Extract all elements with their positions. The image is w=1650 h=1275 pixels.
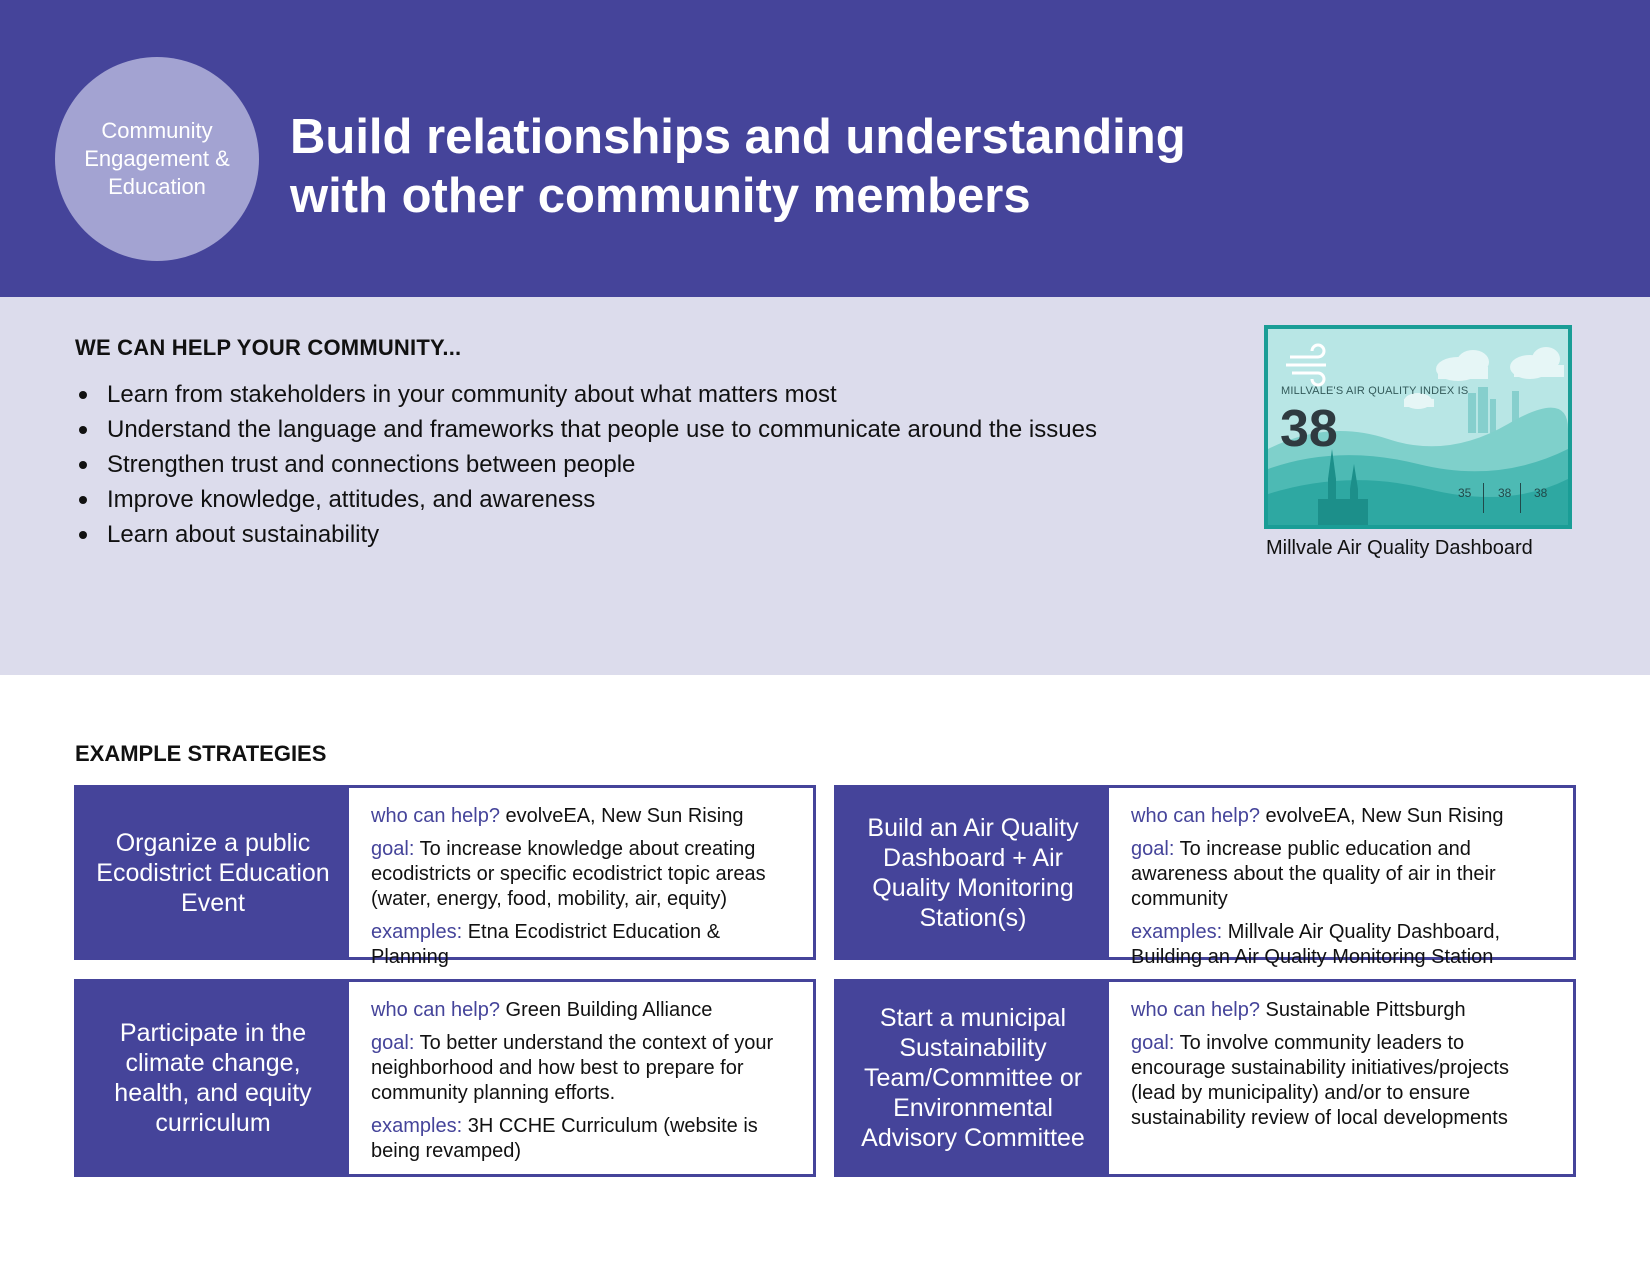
- goal-label: goal:: [1131, 1032, 1175, 1054]
- examples-label: examples:: [371, 921, 463, 943]
- strategies-heading: EXAMPLE STRATEGIES: [75, 741, 327, 766]
- who-can-help: [1131, 804, 1557, 829]
- bullet-icon: [79, 426, 87, 434]
- list-item: [75, 482, 1097, 517]
- examples: [1131, 920, 1557, 970]
- who-can-help: [1131, 998, 1557, 1023]
- list-item-text: Strengthen trust and connections between people: [107, 451, 636, 478]
- goal-label: goal:: [371, 1032, 415, 1054]
- bullet-icon: [79, 496, 87, 504]
- bullet-icon: [79, 461, 87, 469]
- list-item: [75, 412, 1097, 447]
- aqi-small-value: 38: [1534, 486, 1548, 500]
- who-label: who can help?: [371, 805, 500, 827]
- who-label: who can help?: [1131, 999, 1260, 1021]
- goal-label: goal:: [1131, 838, 1175, 860]
- divider: [1520, 483, 1521, 513]
- header-banner: [0, 0, 1650, 297]
- who-value: evolveEA, New Sun Rising: [505, 805, 744, 827]
- examples-label: examples:: [1131, 921, 1223, 943]
- goal: [371, 837, 797, 912]
- strategy-details: [349, 788, 813, 968]
- strategy-card: [74, 979, 816, 1177]
- who-can-help: [371, 804, 797, 829]
- aqi-label: MILLVALE'S AIR QUALITY INDEX IS: [1281, 385, 1469, 397]
- examples: [371, 1114, 797, 1164]
- goal-label: goal:: [371, 838, 415, 860]
- goal: [371, 1031, 797, 1106]
- list-item-text: Learn from stakeholders in your community about what matters most: [107, 381, 837, 408]
- category-badge: [55, 57, 259, 261]
- examples-value: 3H CCHE Curriculum (website is being revamped): [371, 1115, 758, 1162]
- air-quality-dashboard-image: [1264, 325, 1572, 529]
- list-item-text: Learn about sustainability: [107, 521, 380, 548]
- goal: [1131, 837, 1557, 912]
- who-label: who can help?: [1131, 805, 1260, 827]
- category-badge-label: Community Engagement & Education: [84, 118, 230, 199]
- goal-value: To increase knowledge about creating ecodistricts or specific ecodistrict topic areas (water, energy, food, mobility, air, equity): [371, 838, 766, 910]
- strategy-card: [74, 785, 816, 968]
- divider: [1483, 483, 1484, 513]
- who-can-help: [371, 998, 797, 1023]
- goal-value: To increase public education and awareness about the quality of air in their community: [1131, 838, 1496, 910]
- examples-value: Millvale Air Quality Dashboard, Building an Air Quality Monitoring Station: [1131, 921, 1501, 968]
- list-item: [75, 377, 1097, 412]
- strategy-title: Build an Air Quality Dashboard + Air Quality Monitoring Station(s): [837, 788, 1109, 957]
- help-heading: WE CAN HELP YOUR COMMUNITY...: [75, 335, 462, 360]
- goal-value: To better understand the context of your neighborhood and how best to prepare for community planning efforts.: [371, 1032, 774, 1104]
- strategy-title: Organize a public Ecodistrict Education Event: [77, 788, 349, 957]
- strategy-title: Start a municipal Sustainability Team/Committee or Environmental Advisory Committee: [837, 982, 1109, 1174]
- aqi-small-value: 35: [1458, 486, 1472, 500]
- strategy-details: [1109, 982, 1573, 1174]
- aqi-small-value: 38: [1498, 486, 1512, 500]
- examples-label: examples:: [371, 1115, 463, 1137]
- page-title: Build relationships and understanding with other community members: [290, 110, 1186, 223]
- examples: [371, 920, 797, 970]
- goal-value: To involve community leaders to encourage sustainability initiatives/projects (lead by municipality) and/or to ensure sustainability review of local developments: [1131, 1032, 1509, 1129]
- aqi-value: 38: [1280, 400, 1338, 458]
- strategy-title: Participate in the climate change, health, and equity curriculum: [77, 982, 349, 1174]
- bullet-icon: [79, 531, 87, 539]
- strategy-card: [834, 979, 1576, 1177]
- list-item: [75, 517, 1097, 552]
- image-caption: Millvale Air Quality Dashboard: [1266, 537, 1533, 559]
- bullet-icon: [79, 391, 87, 399]
- who-value: Green Building Alliance: [505, 999, 713, 1021]
- list-item-text: Understand the language and frameworks that people use to communicate around the issues: [107, 416, 1097, 443]
- examples-value: Etna Ecodistrict Education & Planning: [371, 921, 721, 968]
- who-value: Sustainable Pittsburgh: [1265, 999, 1466, 1021]
- who-value: evolveEA, New Sun Rising: [1265, 805, 1504, 827]
- strategy-details: [1109, 788, 1573, 968]
- strategy-card: [834, 785, 1576, 968]
- list-item-text: Improve knowledge, attitudes, and awareness: [107, 486, 596, 513]
- list-item: [75, 447, 1097, 482]
- who-label: who can help?: [371, 999, 500, 1021]
- strategy-details: [349, 982, 813, 1174]
- goal: [1131, 1031, 1557, 1131]
- help-list: [75, 377, 1097, 552]
